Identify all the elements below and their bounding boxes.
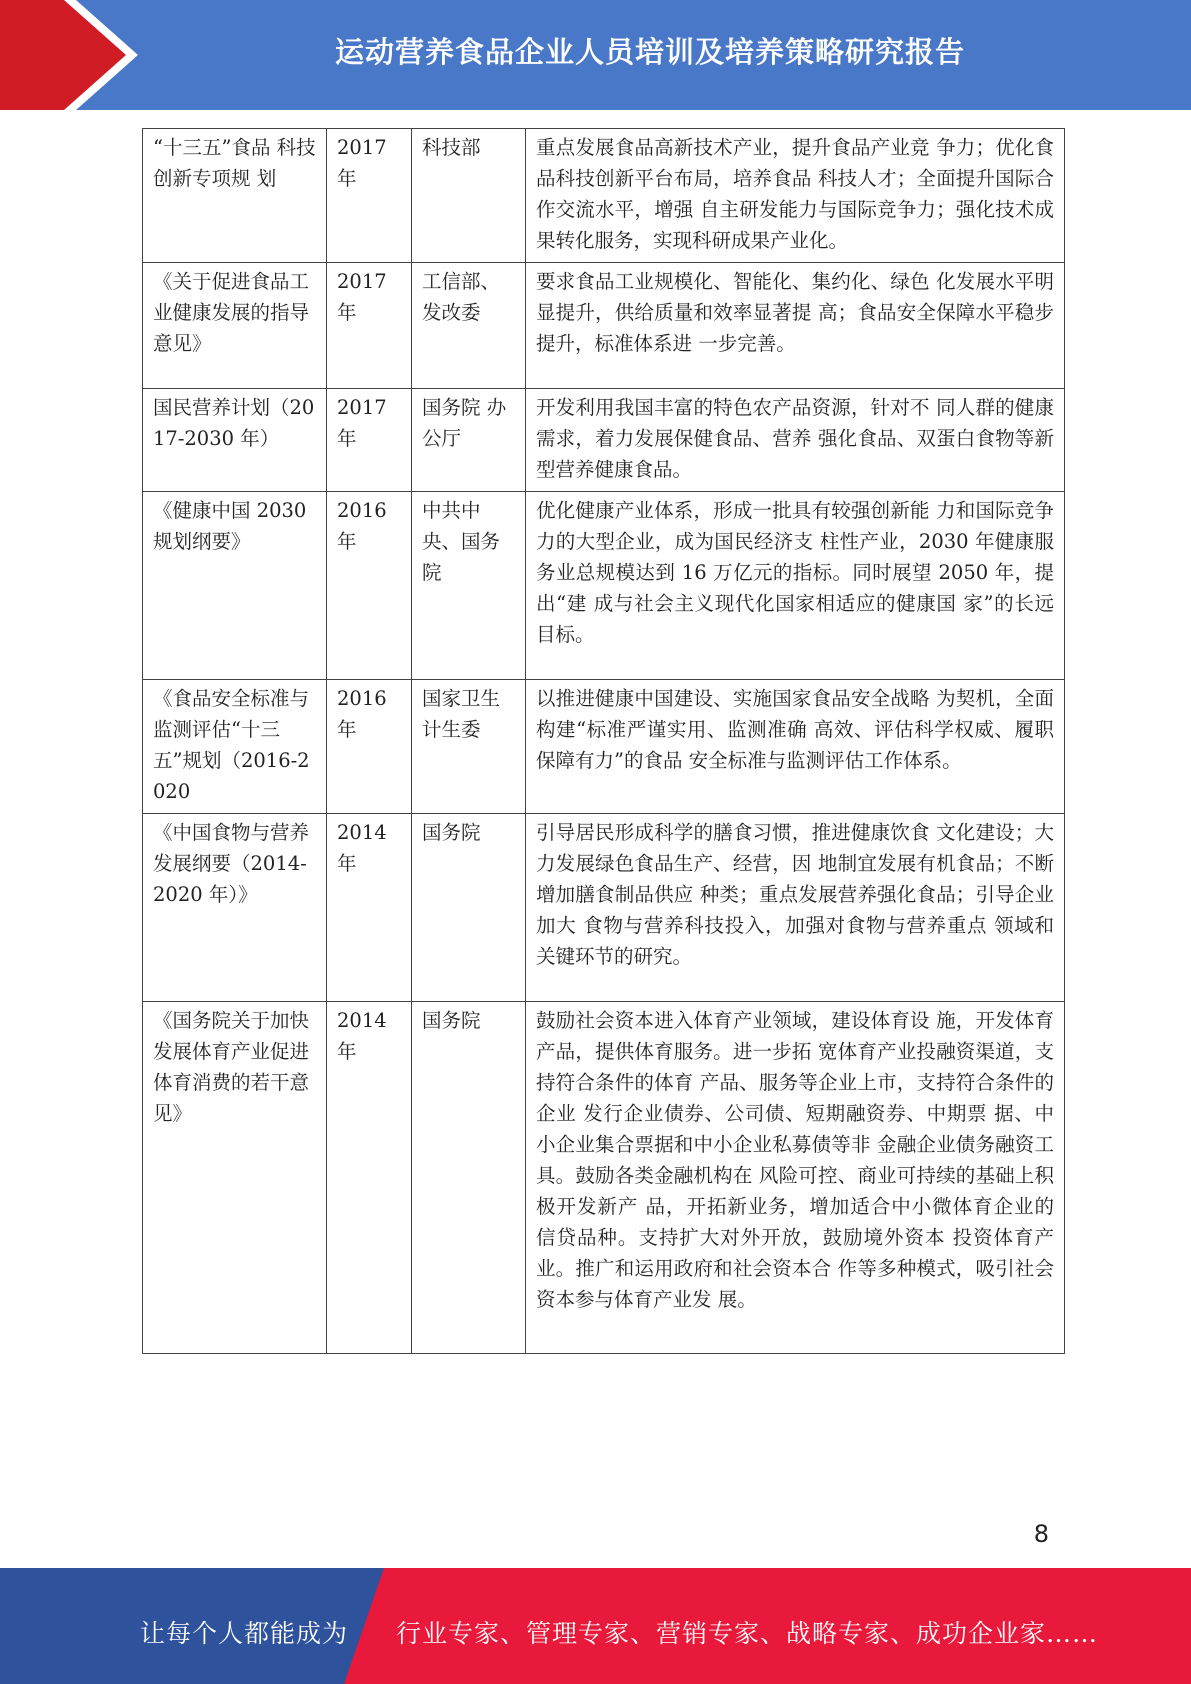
- content-cell: 以推进健康中国建设、实施国家食品安全战略 为契机，全面构建“标准严谨实用、监测准确 高效、评估科学权威、履职保障有力”的食品 安全标准与监测评估工作体系。: [526, 680, 1065, 814]
- department-cell: 国务院: [412, 1002, 526, 1354]
- table-row: [143, 680, 1065, 814]
- department-cell: 国务院 办公厅: [412, 389, 526, 492]
- red-chevron-decoration: [0, 0, 150, 110]
- table-row: [143, 492, 1065, 680]
- year-cell: 2016 年: [327, 492, 412, 680]
- content-cell: 引导居民形成科学的膳食习惯，推进健康饮食 文化建设；大力发展绿色食品生产、经营，因 地制宜发展有机食品；不断增加膳食制品供应 种类；重点发展营养强化食品；引导企业加大 食物与营养科技投入，加强对食物与营养重点 领域和关键环节的研究。: [526, 814, 1065, 1002]
- page-number: 8: [1033, 1520, 1049, 1548]
- table-row: [143, 814, 1065, 1002]
- year-cell: 2017 年: [327, 263, 412, 389]
- year-cell: 2017 年: [327, 129, 412, 263]
- year-cell: 2017 年: [327, 389, 412, 492]
- report-title: 运动营养食品企业人员培训及培养策略研究报告: [334, 35, 965, 69]
- department-cell: 国家卫生 计生委: [412, 680, 526, 814]
- policy-name-cell: 《中国食物与营养发展纲要（2014-2020 年）》: [143, 814, 327, 1002]
- policy-name-cell: “十三五”食品 科技创新专项规 划: [143, 129, 327, 263]
- content-cell: 开发利用我国丰富的特色农产品资源，针对不 同人群的健康需求，着力发展保健食品、营养 强化食品、双蛋白食物等新型营养健康食品。: [526, 389, 1065, 492]
- content-cell: 重点发展食品高新技术产业，提升食品产业竞 争力；优化食品科技创新平台布局，培养食品 科技人才；全面提升国际合作交流水平，增强 自主研发能力与国际竞争力；强化技术成果转化服务，实现科研成果产业化。: [526, 129, 1065, 263]
- table-row: [143, 389, 1065, 492]
- footer-slogan-lead: 让每个人都能成为: [140, 1619, 349, 1648]
- page-footer: [0, 1568, 1191, 1684]
- department-cell: 中共中央、国务院: [412, 492, 526, 680]
- year-cell: 2016 年: [327, 680, 412, 814]
- page-header: [0, 0, 1191, 110]
- table-row: [143, 1002, 1065, 1354]
- table-row: [143, 129, 1065, 263]
- policy-name-cell: 《国务院关于加快发展体育产业促进体育消费的若干意见》: [143, 1002, 327, 1354]
- year-cell: 2014 年: [327, 1002, 412, 1354]
- footer-slogan-roles: 行业专家、管理专家、营销专家、战略专家、成功企业家……: [396, 1619, 1099, 1648]
- policy-name-cell: 国民营养计划（2017-2030 年）: [143, 389, 327, 492]
- policy-name-cell: 《关于促进食品工业健康发展的指导意见》: [143, 263, 327, 389]
- content-cell: 要求食品工业规模化、智能化、集约化、绿色 化发展水平明显提升，供给质量和效率显著提 高；食品安全保障水平稳步提升，标准体系进 一步完善。: [526, 263, 1065, 389]
- content-cell: 优化健康产业体系，形成一批具有较强创新能 力和国际竞争力的大型企业，成为国民经济支 柱性产业，2030 年健康服务业总规模达到 16 万亿元的指标。同时展望 2050 年，提出“建 成与社会主义现代化国家相适应的健康国 家”的长远目标。: [526, 492, 1065, 680]
- department-cell: 科技部: [412, 129, 526, 263]
- department-cell: 国务院: [412, 814, 526, 1002]
- table-row: [143, 263, 1065, 389]
- policy-name-cell: 《健康中国 2030 规划纲要》: [143, 492, 327, 680]
- policy-name-cell: 《食品安全标准与监测评估“十三五”规划（2016-2020: [143, 680, 327, 814]
- content-cell: 鼓励社会资本进入体育产业领域，建设体育设 施，开发体育产品，提供体育服务。进一步拓 宽体育产业投融资渠道，支持符合条件的体育 产品、服务等企业上市，支持符合条件的企业 发行企业债券、公司债、短期融资券、中期票 据、中小企业集合票据和中小企业私募债等非 金融企业债务融资工具。鼓励各类金融机构在 风险可控、商业可持续的基础上积极开发新产 品，开拓新业务，增加适合中小微体育企业的 信贷品种。支持扩大对外开放，鼓励境外资本 投资体育产业。推广和运用政府和社会资本合 作等多种模式，吸引社会资本参与体育产业发 展。: [526, 1002, 1065, 1354]
- policy-table: [142, 128, 1065, 1354]
- year-cell: 2014 年: [327, 814, 412, 1002]
- department-cell: 工信部、发改委: [412, 263, 526, 389]
